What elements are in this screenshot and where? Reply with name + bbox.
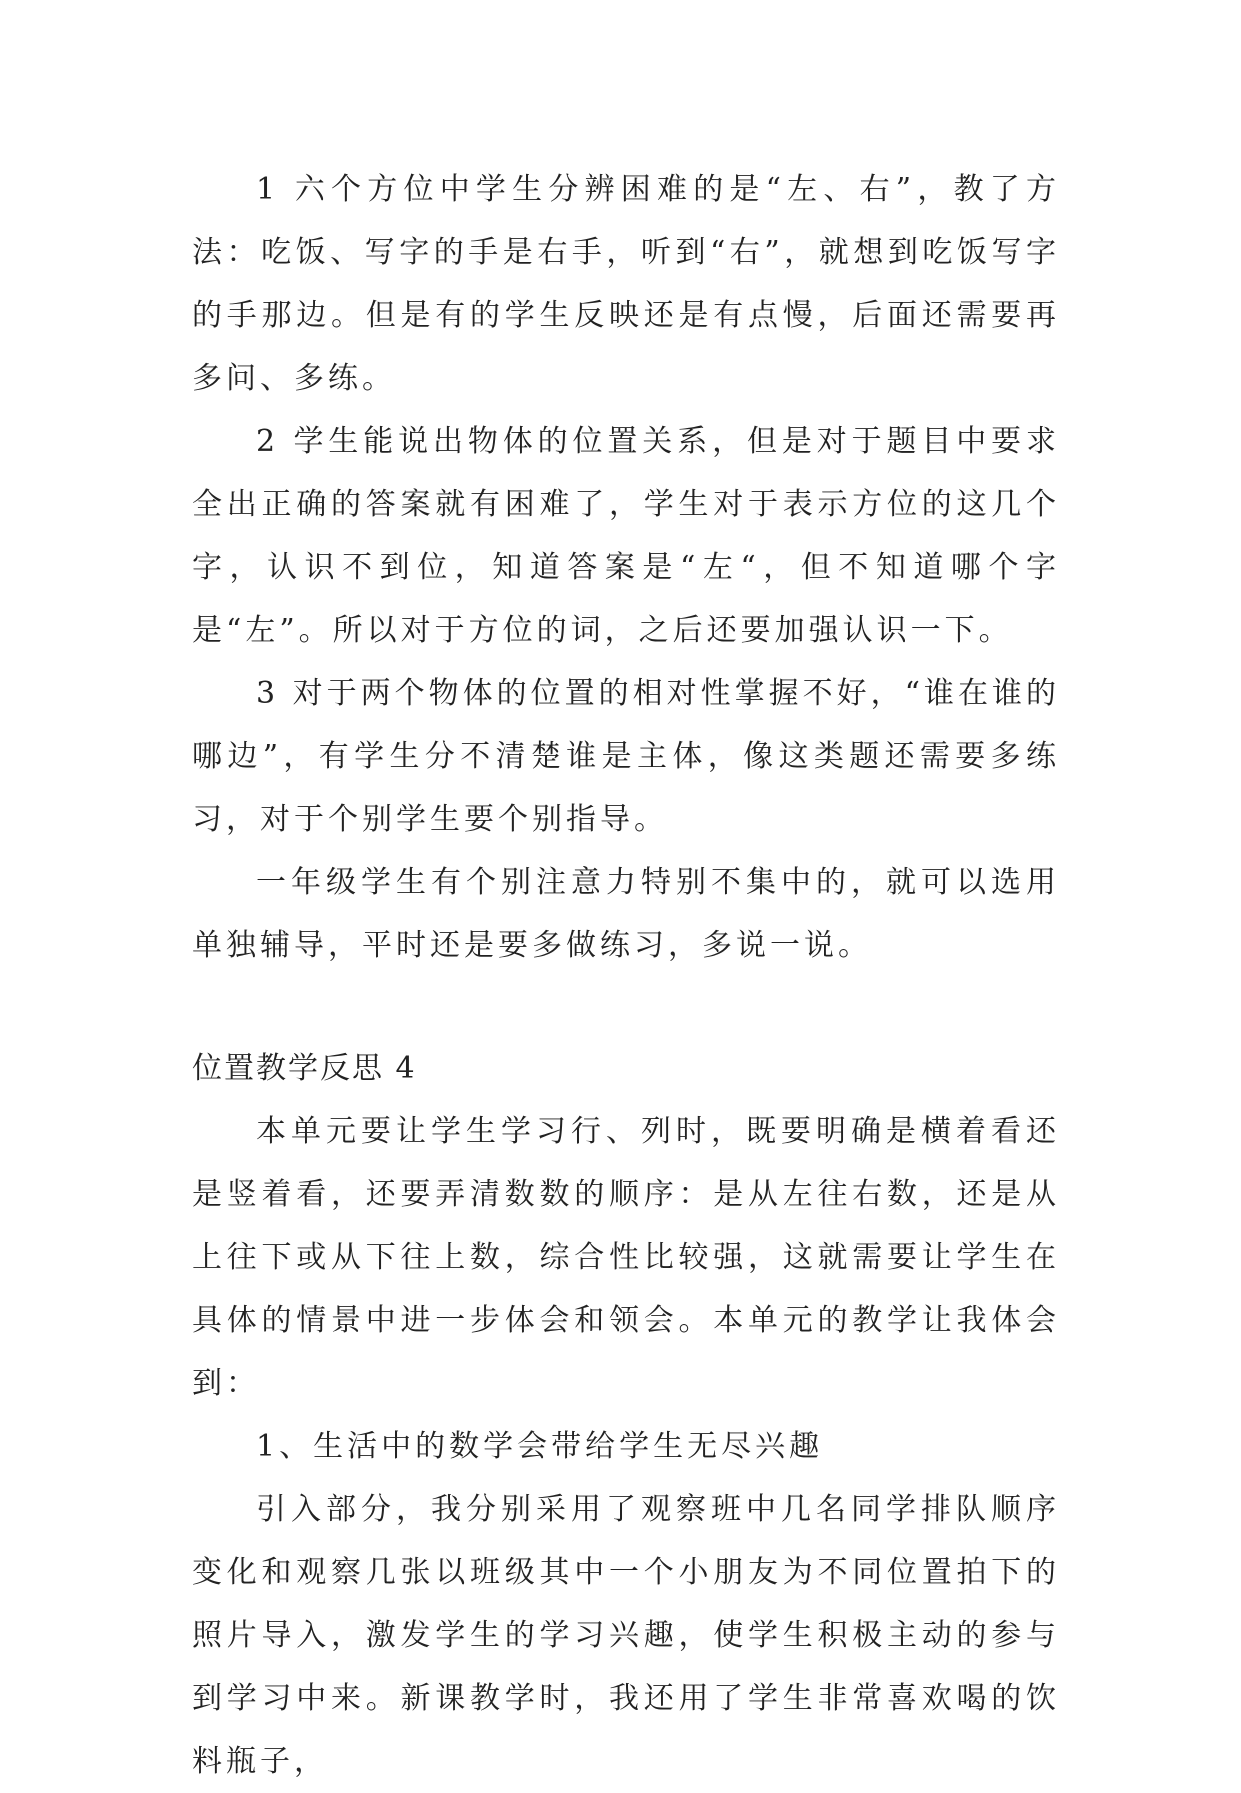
paragraph-3: 3 对于两个物体的位置的相对性掌握不好，“谁在谁的哪边”，有学生分不清楚谁是主体，像这类题还需要多练习，对于个别学生要个别指导。 <box>192 676 1060 837</box>
paragraph-5: 本单元要让学生学习行、列时，既要明确是横着看还是竖着看，还要弄清数数的顺序：是从左往右数，还是从上往下或从下往上数，综合性比较强，这就需要让学生在具体的情景中进一步体会和领会。本单元的教学让我体会到： <box>192 1114 1060 1401</box>
paragraph-6: 1、生活中的数学会带给学生无尽兴趣 <box>256 1429 824 1464</box>
section-title: 位置教学反思 4 <box>192 1051 417 1086</box>
paragraph-1: 1 六个方位中学生分辨困难的是“左、右”，教了方法：吃饭、写字的手是右手，听到“右”，就想到吃饭写字的手那边。但是有的学生反映还是有点慢，后面还需要再多问、多练。 <box>192 172 1060 396</box>
paragraph-4: 一年级学生有个别注意力特别不集中的，就可以选用单独辅导，平时还是要多做练习，多说一说。 <box>192 865 1060 963</box>
paragraph-7: 引入部分，我分别采用了观察班中几名同学排队顺序变化和观察几张以班级其中一个小朋友为不同位置拍下的照片导入，激发学生的学习兴趣，使学生积极主动的参与到学习中来。新课教学时，我还用了学生非常喜欢喝的饮料瓶子， <box>192 1492 1060 1779</box>
paragraph-2: 2 学生能说出物体的位置关系，但是对于题目中要求全出正确的答案就有困难了，学生对于表示方位的这几个字，认识不到位，知道答案是“左“，但不知道哪个字是“左”。所以对于方位的词，之后还要加强认识一下。 <box>192 424 1060 648</box>
document-body <box>192 158 1060 1793</box>
